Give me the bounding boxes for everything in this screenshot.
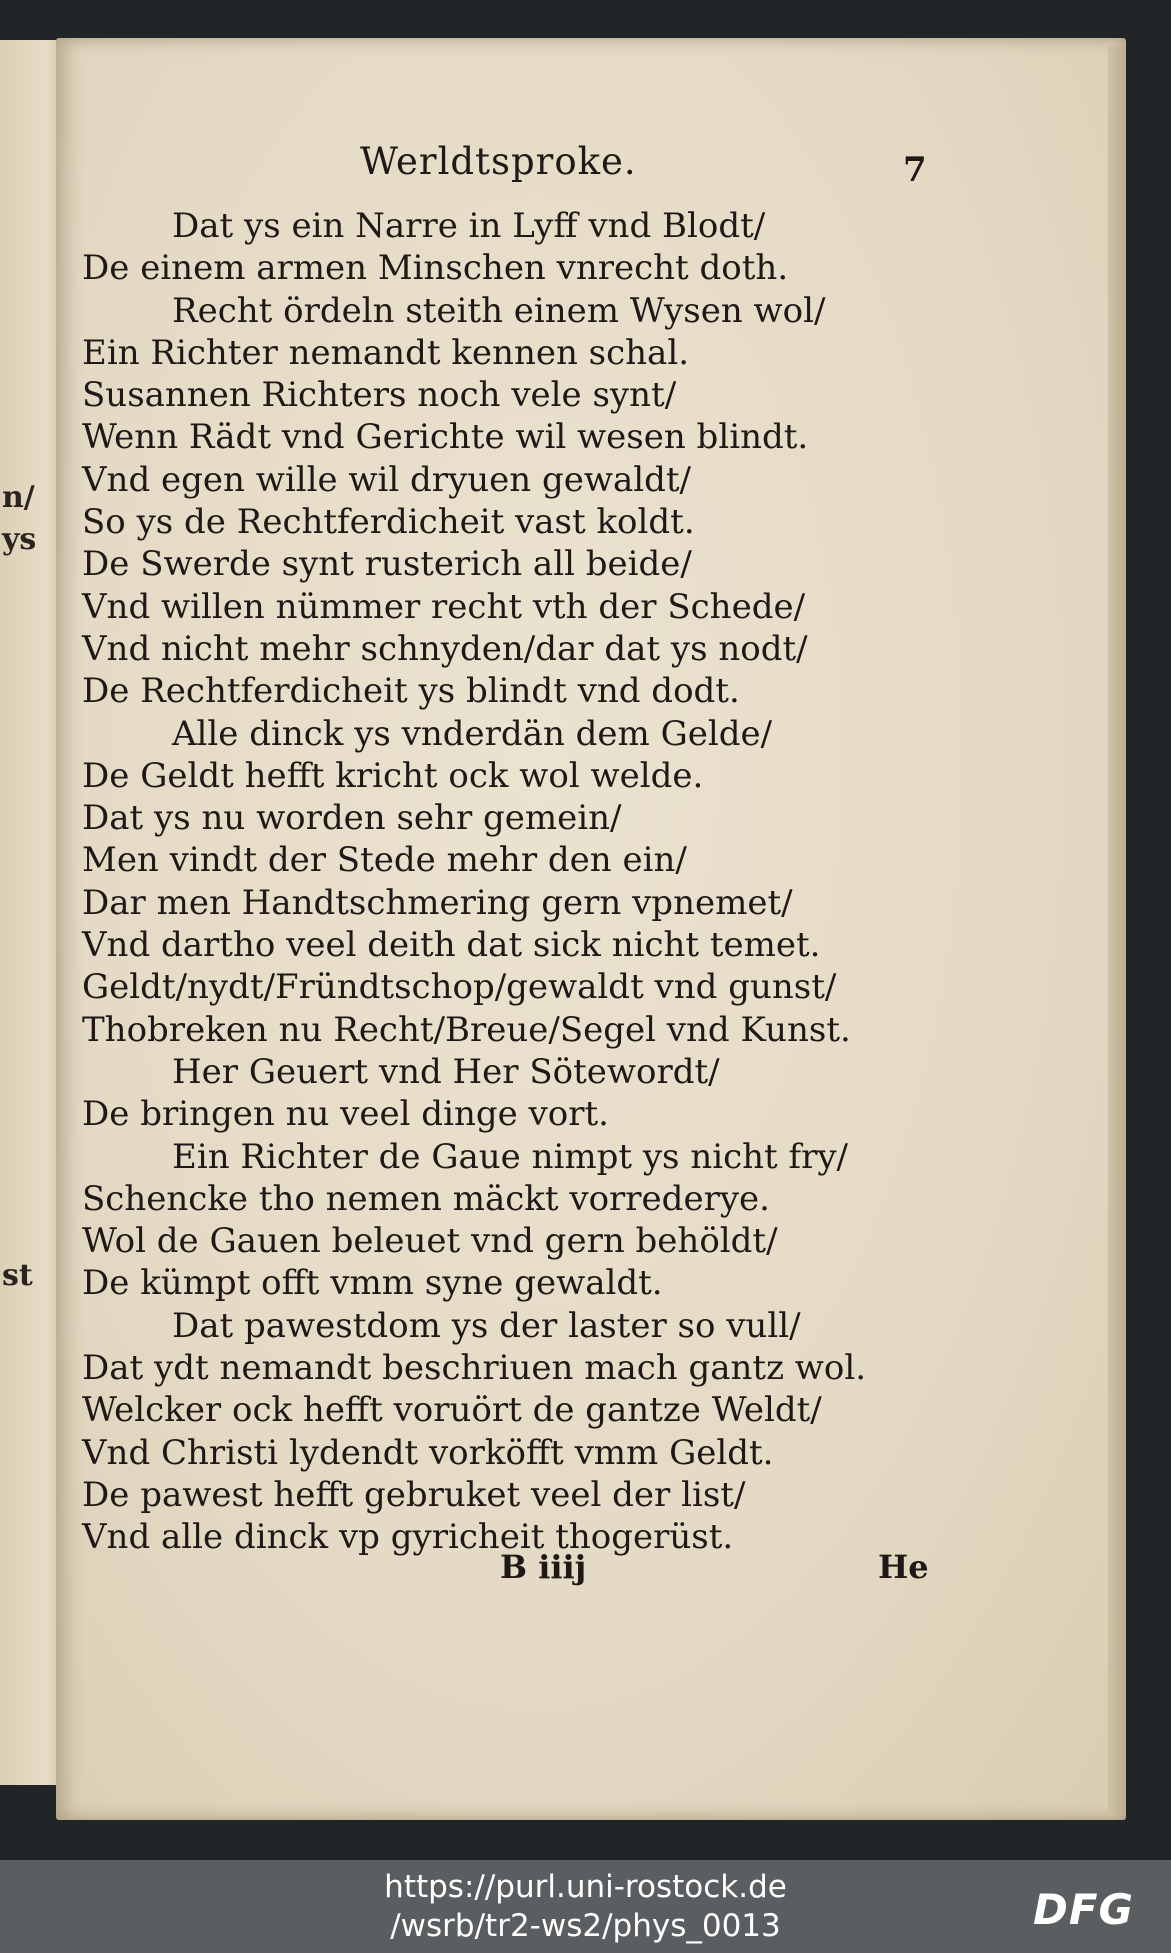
verse-line: Dat ys nu worden sehr gemein/ xyxy=(82,798,622,839)
permalink-line-1[interactable]: https://purl.uni-rostock.de xyxy=(384,1869,787,1905)
running-head: Werldtsproke. xyxy=(360,140,637,183)
verse-line: Alle dinck ys vnderdän dem Gelde/ xyxy=(172,713,773,754)
verse-line: De pawest hefft gebruket veel der list/ xyxy=(82,1474,746,1515)
page-number: 7 xyxy=(903,150,927,190)
verse-line: Dat ydt nemandt beschriuen mach gantz wol. xyxy=(82,1348,867,1389)
left-page-fragment: n/ xyxy=(2,480,35,515)
verse-line: Vnd egen wille wil dryuen gewaldt/ xyxy=(82,459,692,500)
verse-line: Welcker ock hefft voruört de gantze Weldt/ xyxy=(82,1390,822,1431)
verse-line: So ys de Rechtferdicheit vast koldt. xyxy=(82,502,695,543)
dfg-logo: DFG xyxy=(1033,1885,1135,1934)
verse-line: Wenn Rädt vnd Gerichte wil wesen blindt. xyxy=(82,417,809,458)
verse-line: Men vindt der Stede mehr den ein/ xyxy=(82,840,687,881)
verse-line: Dar men Handtschmering gern vpnemet/ xyxy=(82,882,793,923)
permalink[interactable] xyxy=(0,1868,1171,1946)
verse-line: Vnd alle dinck vp gyricheit thogerüst. xyxy=(82,1517,734,1558)
catchword: He xyxy=(878,1548,929,1586)
permalink-line-2[interactable]: /wsrb/tr2-ws2/phys_0013 xyxy=(390,1908,781,1944)
verse-line: De kümpt offt vmm syne gewaldt. xyxy=(82,1263,663,1304)
verse-line: De Geldt hefft kricht ock wol welde. xyxy=(82,755,704,796)
verse-line: Ein Richter nemandt kennen schal. xyxy=(82,332,690,373)
footer-bar xyxy=(0,1860,1171,1953)
verse-line: De einem armen Minschen vnrecht doth. xyxy=(82,248,789,289)
left-page-fragment: st xyxy=(2,1258,33,1293)
verse-line: Geldt/nydt/Fründtschop/gewaldt vnd gunst/ xyxy=(82,967,837,1008)
verse-line: Susannen Richters noch vele synt/ xyxy=(82,375,677,416)
verse-line: De bringen nu veel dinge vort. xyxy=(82,1094,609,1135)
verse-line: Schencke tho nemen mäckt vorrederye. xyxy=(82,1178,770,1219)
verse-line: De Rechtferdicheit ys blindt vnd dodt. xyxy=(82,671,740,712)
verse-line: Thobreken nu Recht/Breue/Segel vnd Kunst. xyxy=(82,1009,851,1050)
verse-line: Recht ördeln steith einem Wysen wol/ xyxy=(172,290,826,331)
verse-line: Her Geuert vnd Her Sötewordt/ xyxy=(172,1051,720,1092)
verse-line: Vnd nicht mehr schnyden/dar dat ys nodt/ xyxy=(82,628,808,669)
verse-line: De Swerde synt rusterich all beide/ xyxy=(82,544,692,585)
verse-line: Dat ys ein Narre in Lyff vnd Blodt/ xyxy=(172,206,766,246)
verse-line: Vnd Christi lydendt vorköfft vmm Geldt. xyxy=(82,1432,774,1473)
verse-line: Wol de Gauen beleuet vnd gern behöldt/ xyxy=(82,1221,778,1262)
verse-line: Dat pawestdom ys der laster so vull/ xyxy=(172,1305,801,1346)
verse-line: Vnd willen nümmer recht vth der Schede/ xyxy=(82,586,806,627)
verse-text xyxy=(82,205,982,1559)
verse-line: Ein Richter de Gaue nimpt ys nicht fry/ xyxy=(172,1136,848,1177)
left-page-fragment: ys xyxy=(2,522,37,557)
verse-line: Vnd dartho veel deith dat sick nicht temet. xyxy=(82,925,821,966)
page-edge xyxy=(1108,46,1126,1816)
signature-mark: B iiij xyxy=(500,1548,587,1586)
